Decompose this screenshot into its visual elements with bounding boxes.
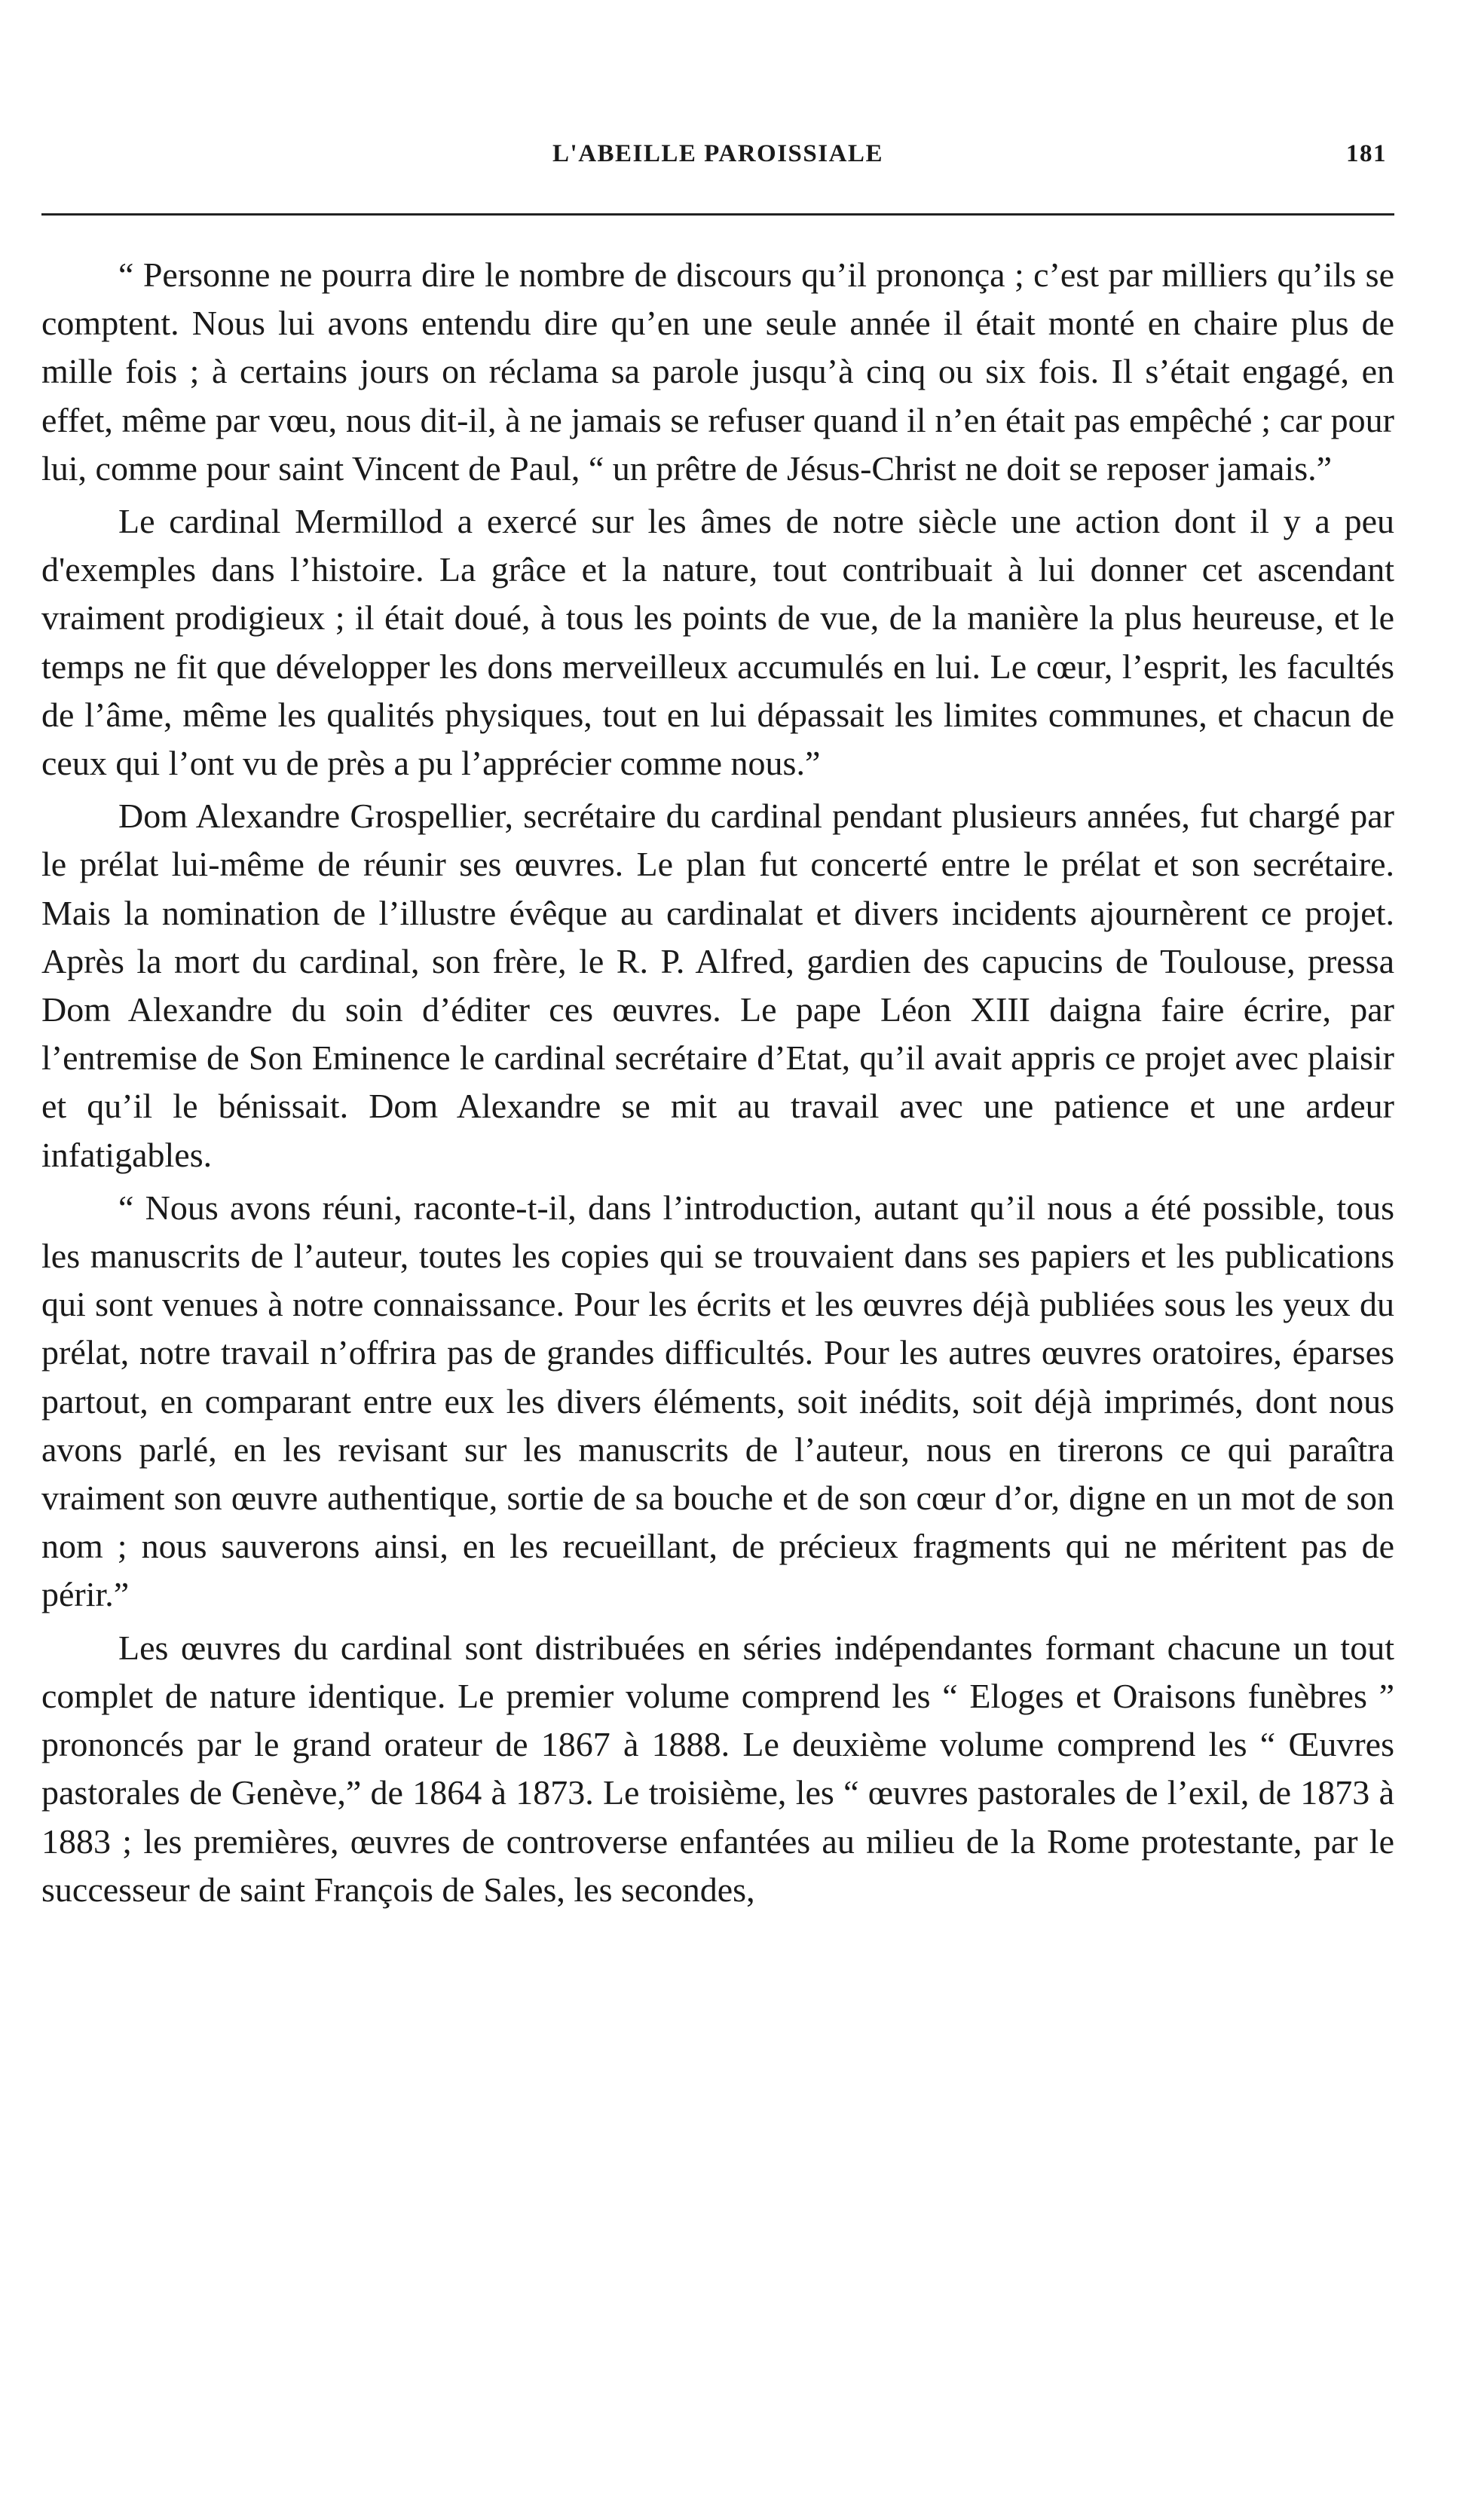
header-rule [41,213,1394,216]
document-page [41,0,1394,2520]
page-number: 181 [1346,140,1387,167]
body-text [41,251,1394,1919]
paragraph-grospellier: Dom Alexandre Grospellier, secrétaire du cardinal pendant plusieurs années, fut chargé par le prélat lui-même de réunir ses œuvres. Le plan fut concerté entre le prélat et son secrétaire. Mais la nomination de l’illustre évêque au cardinalat et divers incidents ajournèrent ce projet. Après la mort du cardinal, son frère, le R. P. Alfred, gardien des capucins de Toulouse, pressa Dom Alexandre du soin d’éditer ces œuvres. Le pape Léon XIII daigna faire écrire, par l’entremise de Son Eminence le cardinal secrétaire d’Etat, qu’il avait appris ce projet avec plaisir et qu’il le bénissait. Dom Alexandre se mit au travail avec une patience et une ardeur infatigables. [41,797,1394,1174]
running-header [41,140,1394,178]
running-title: L'ABEILLE PAROISSIALE [552,140,883,167]
paragraph-quote-discourses: “ Personne ne pourra dire le nombre de discours qu’il prononça ; c’est par milliers qu’ils se comptent. Nous lui avons entendu dire qu’en une seule année il était monté en chaire plus de mille fois ; à certains jours on réclama sa parole jusqu’à cinq ou six fois. Il s’était engagé, en effet, même par vœu, nous dit-il, à ne jamais se refuser quand il n’en était pas empêché ; car pour lui, comme pour saint Vincent de Paul, “ un prêtre de Jésus-Christ ne doit se reposer jamais.” [41,255,1394,488]
paragraph-influence: Le cardinal Mermillod a exercé sur les âmes de notre siècle une action dont il y a peu d'exemples dans l’histoire. La grâce et la nature, tout contribuait à lui donner cet ascendant vraiment prodigieux ; il était doué, à tous les points de vue, de la manière la plus heureuse, et le temps ne fit que développer les dons merveilleux accumulés en lui. Le cœur, l’esprit, les facultés de l’âme, même les qualités physiques, tout en lui dépassait les limites communes, et chacun de ceux qui l’ont vu de près a pu l’apprécier comme nous.” [41,502,1394,783]
paragraph-introduction-quote: “ Nous avons réuni, raconte-t-il, dans l’introduction, autant qu’il nous a été possible, tous les manuscrits de l’auteur, toutes les copies qui se trouvaient dans ses papiers et les publications qui sont venues à notre connaissance. Pour les écrits et les œuvres déjà publiées sous les yeux du prélat, notre travail n’offrira pas de grandes difficultés. Pour les autres œuvres oratoires, éparses partout, en comparant entre eux les divers éléments, soit inédits, soit déjà imprimés, dont nous avons parlé, en les revisant sur les manuscrits de l’auteur, nous en tirerons ce qui paraîtra vraiment son œuvre authentique, sortie de sa bouche et de son cœur d’or, digne en un mot de son nom ; nous sauverons ainsi, en les recueillant, de précieux fragments qui ne méritent pas de périr.” [41,1188,1394,1614]
paragraph-volumes: Les œuvres du cardinal sont distribuées en séries indépendantes formant chacune un tout complet de nature identique. Le premier volume comprend les “ Eloges et Oraisons funèbres ” prononcés par le grand orateur de 1867 à 1888. Le deuxième volume comprend les “ Œuvres pastorales de Genève,” de 1864 à 1873. Le troisième, les “ œuvres pastorales de l’exil, de 1873 à 1883 ; les premières, œuvres de controverse enfantées au milieu de la Rome protestante, par le successeur de saint François de Sales, les secondes, [41,1628,1394,1909]
